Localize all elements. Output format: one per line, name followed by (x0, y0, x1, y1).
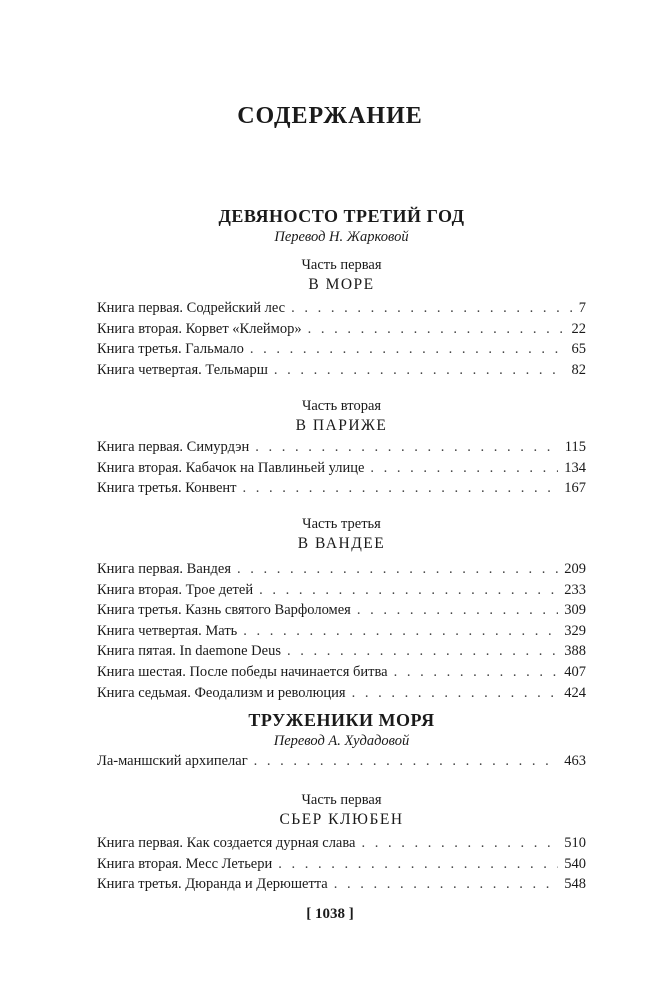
entry-title: Книга третья. Дюранда и Дерюшетта (97, 876, 328, 893)
entry-page-number: 329 (564, 622, 586, 639)
entry-page-number: 548 (564, 876, 586, 893)
book-heading-toilers-of-the-sea (97, 710, 586, 750)
dot-leader (278, 854, 558, 875)
dot-leader (243, 478, 559, 499)
entry-list (97, 751, 586, 772)
dot-leader (250, 339, 566, 360)
entry-page-number: 65 (571, 341, 586, 358)
entry-page-number: 510 (564, 835, 586, 851)
entry-list (97, 298, 586, 380)
dot-leader (287, 641, 558, 662)
entry-page-number: 115 (564, 439, 586, 455)
entry-page-number: 22 (571, 320, 586, 337)
entry-page-number: 233 (564, 581, 586, 598)
translator-credit: Перевод А. Худадовой (273, 733, 410, 749)
part-heading (97, 792, 586, 829)
entry-title: Книга пятая. In daemone Deus (97, 643, 281, 660)
entry-title: Книга четвертая. Мать (97, 622, 238, 639)
entry-page-number: 309 (564, 602, 586, 619)
toc-entry[interactable] (97, 339, 586, 360)
entry-title: Книга первая. Содрейский лес (97, 300, 286, 316)
toc-entry[interactable] (97, 580, 586, 601)
toc-entry[interactable] (97, 298, 586, 319)
toc-entry[interactable] (97, 854, 586, 875)
toc-entry[interactable] (97, 621, 586, 642)
entry-title: Книга вторая. Трое детей (97, 581, 254, 598)
page-number-folio: [ 1038 ] (306, 906, 354, 922)
dot-leader (274, 360, 566, 381)
part-label: Часть третья (302, 516, 381, 532)
toc-entry[interactable] (97, 751, 586, 772)
entry-page-number: 407 (564, 663, 586, 680)
entry-list (97, 559, 586, 703)
entry-page-number: 7 (578, 300, 586, 316)
part-label: Часть вторая (301, 398, 382, 414)
entry-list (97, 437, 586, 499)
entry-title: Книга третья. Гальмало (97, 341, 244, 358)
toc-entry[interactable] (97, 319, 586, 340)
translator-credit: Перевод Н. Жарковой (274, 229, 409, 245)
part-heading (97, 257, 586, 294)
toc-entry[interactable] (97, 683, 586, 704)
dot-leader (361, 833, 558, 854)
part-name: В ПАРИЖЕ (295, 417, 388, 434)
entry-title: Книга третья. Казнь святого Варфоломея (97, 602, 351, 619)
toc-entry[interactable] (97, 874, 586, 895)
toc-entry[interactable] (97, 641, 586, 662)
entry-title: Книга шестая. После победы начинается битва (97, 663, 388, 680)
entry-title: Книга вторая. Корвет «Клеймор» (97, 320, 302, 337)
dot-leader (352, 683, 559, 704)
entry-title: Книга четвертая. Тельмарш (97, 361, 268, 378)
entry-page-number: 388 (564, 643, 586, 660)
entry-title: Книга первая. Вандея (97, 561, 232, 577)
entry-page-number: 167 (564, 480, 586, 497)
dot-leader (308, 319, 566, 340)
part-name: СЬЕР КЛЮБЕН (279, 811, 404, 828)
toc-entry[interactable] (97, 600, 586, 621)
part-name: В МОРЕ (308, 276, 375, 293)
entry-list (97, 833, 586, 895)
book-title: ТРУЖЕНИКИ МОРЯ (248, 710, 435, 730)
toc-entry[interactable] (97, 458, 586, 479)
dot-leader (255, 437, 558, 458)
dot-leader (243, 621, 558, 642)
dot-leader (334, 874, 559, 895)
part-label: Часть первая (301, 792, 382, 808)
page-title: СОДЕРЖАНИЕ (237, 103, 423, 129)
entry-title: Ла-маншский архипелаг (97, 753, 248, 769)
entry-title: Книга седьмая. Феодализм и революция (97, 684, 346, 701)
toc-entry[interactable] (97, 559, 586, 580)
entry-title: Книга вторая. Месс Летьери (97, 855, 273, 872)
entry-page-number: 134 (564, 459, 586, 476)
book-title: ДЕВЯНОСТО ТРЕТИЙ ГОД (218, 206, 465, 226)
part-heading (97, 516, 586, 553)
toc-entry[interactable] (97, 478, 586, 499)
part-label: Часть первая (301, 257, 382, 273)
part-name: В ВАНДЕЕ (297, 535, 386, 552)
dot-leader (259, 580, 558, 601)
entry-page-number: 424 (564, 684, 586, 701)
dot-leader (370, 458, 558, 479)
entry-page-number: 209 (564, 561, 586, 577)
toc-entry[interactable] (97, 360, 586, 381)
toc-entry[interactable] (97, 833, 586, 854)
part-heading (97, 398, 586, 435)
dot-leader (357, 600, 558, 621)
entry-page-number: 463 (564, 753, 586, 769)
entry-page-number: 540 (564, 855, 586, 872)
dot-leader (394, 662, 559, 683)
entry-page-number: 82 (571, 361, 586, 378)
entry-title: Книга вторая. Кабачок на Павлиньей улице (97, 459, 365, 476)
dot-leader (254, 751, 559, 772)
dot-leader (237, 559, 558, 580)
entry-title: Книга первая. Как создается дурная слава (97, 835, 356, 851)
toc-entry[interactable] (97, 437, 586, 458)
dot-leader (291, 298, 573, 319)
toc-entry[interactable] (97, 662, 586, 683)
book-heading-ninety-three (97, 206, 586, 246)
entry-title: Книга третья. Конвент (97, 480, 237, 497)
entry-title: Книга первая. Симурдэн (97, 439, 250, 455)
